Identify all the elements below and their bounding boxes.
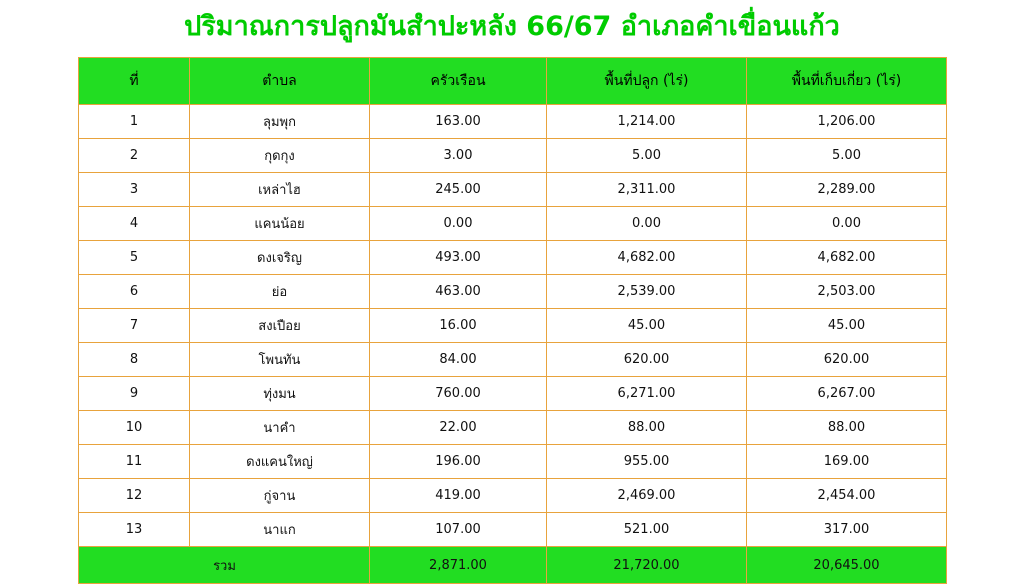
cell-planted: 0.00 — [547, 207, 747, 241]
table-row — [79, 377, 947, 411]
table-row — [79, 275, 947, 309]
cell-no: 4 — [79, 207, 190, 241]
cell-planted: 45.00 — [547, 309, 747, 343]
cell-no: 5 — [79, 241, 190, 275]
table-row — [79, 173, 947, 207]
cell-households: 760.00 — [370, 377, 547, 411]
cell-planted: 4,682.00 — [547, 241, 747, 275]
cell-subdistrict: ทุ่งมน — [190, 377, 370, 411]
cell-planted: 955.00 — [547, 445, 747, 479]
cell-harvested: 317.00 — [747, 513, 947, 547]
cell-harvested: 0.00 — [747, 207, 947, 241]
table-row — [79, 139, 947, 173]
table-row — [79, 241, 947, 275]
cell-no: 9 — [79, 377, 190, 411]
cell-planted: 2,311.00 — [547, 173, 747, 207]
cell-households: 163.00 — [370, 105, 547, 139]
cell-harvested: 5.00 — [747, 139, 947, 173]
table-total-row — [79, 547, 947, 584]
cell-harvested: 169.00 — [747, 445, 947, 479]
table-row — [79, 309, 947, 343]
cell-harvested: 2,454.00 — [747, 479, 947, 513]
cell-planted: 521.00 — [547, 513, 747, 547]
cell-harvested: 45.00 — [747, 309, 947, 343]
cell-households: 245.00 — [370, 173, 547, 207]
cell-planted: 2,469.00 — [547, 479, 747, 513]
cell-no: 6 — [79, 275, 190, 309]
cell-households: 107.00 — [370, 513, 547, 547]
cell-subdistrict: โพนทัน — [190, 343, 370, 377]
cell-no: 2 — [79, 139, 190, 173]
cell-no: 3 — [79, 173, 190, 207]
cell-planted: 1,214.00 — [547, 105, 747, 139]
table-row — [79, 479, 947, 513]
table-row — [79, 207, 947, 241]
cell-no: 11 — [79, 445, 190, 479]
cell-subdistrict: สงเปือย — [190, 309, 370, 343]
cell-subdistrict: ดงแคนใหญ่ — [190, 445, 370, 479]
cell-households: 84.00 — [370, 343, 547, 377]
cell-harvested: 88.00 — [747, 411, 947, 445]
cell-planted: 2,539.00 — [547, 275, 747, 309]
table-header-row — [79, 58, 947, 105]
column-header-no: ที่ — [79, 58, 190, 105]
cell-harvested: 2,503.00 — [747, 275, 947, 309]
cell-subdistrict: ลุมพุก — [190, 105, 370, 139]
cell-households: 493.00 — [370, 241, 547, 275]
column-header-planted-area: พื้นที่ปลูก (ไร่) — [547, 58, 747, 105]
cell-households: 22.00 — [370, 411, 547, 445]
cell-subdistrict: กู่จาน — [190, 479, 370, 513]
table-row — [79, 513, 947, 547]
cell-total-planted: 21,720.00 — [547, 547, 747, 584]
cell-no: 7 — [79, 309, 190, 343]
page-title: ปริมาณการปลูกมันสำปะหลัง 66/67 อำเภอคำเขื่อนแก้ว — [184, 11, 840, 42]
cell-harvested: 620.00 — [747, 343, 947, 377]
cell-subdistrict: เหล่าไฮ — [190, 173, 370, 207]
cassava-production-table — [78, 57, 947, 584]
cell-subdistrict: กุดกุง — [190, 139, 370, 173]
column-header-subdistrict: ตำบล — [190, 58, 370, 105]
cell-harvested: 2,289.00 — [747, 173, 947, 207]
cell-planted: 5.00 — [547, 139, 747, 173]
table-row — [79, 105, 947, 139]
cell-harvested: 4,682.00 — [747, 241, 947, 275]
cell-subdistrict: ดงเจริญ — [190, 241, 370, 275]
table-row — [79, 411, 947, 445]
cell-households: 419.00 — [370, 479, 547, 513]
cell-total-label: รวม — [79, 547, 370, 584]
cell-no: 1 — [79, 105, 190, 139]
cell-total-households: 2,871.00 — [370, 547, 547, 584]
cell-total-harvested: 20,645.00 — [747, 547, 947, 584]
cell-subdistrict: ย่อ — [190, 275, 370, 309]
cell-planted: 6,271.00 — [547, 377, 747, 411]
table-container — [78, 57, 946, 584]
cell-no: 8 — [79, 343, 190, 377]
cell-households: 16.00 — [370, 309, 547, 343]
cell-subdistrict: นาแก — [190, 513, 370, 547]
table-row — [79, 343, 947, 377]
cell-households: 3.00 — [370, 139, 547, 173]
cell-no: 10 — [79, 411, 190, 445]
cell-harvested: 6,267.00 — [747, 377, 947, 411]
cell-no: 12 — [79, 479, 190, 513]
cell-households: 0.00 — [370, 207, 547, 241]
cell-harvested: 1,206.00 — [747, 105, 947, 139]
column-header-harvested-area: พื้นที่เก็บเกี่ยว (ไร่) — [747, 58, 947, 105]
cell-subdistrict: แคนน้อย — [190, 207, 370, 241]
cell-households: 196.00 — [370, 445, 547, 479]
table-row — [79, 445, 947, 479]
cell-no: 13 — [79, 513, 190, 547]
cell-households: 463.00 — [370, 275, 547, 309]
cell-subdistrict: นาคำ — [190, 411, 370, 445]
column-header-households: ครัวเรือน — [370, 58, 547, 105]
cell-planted: 620.00 — [547, 343, 747, 377]
cell-planted: 88.00 — [547, 411, 747, 445]
